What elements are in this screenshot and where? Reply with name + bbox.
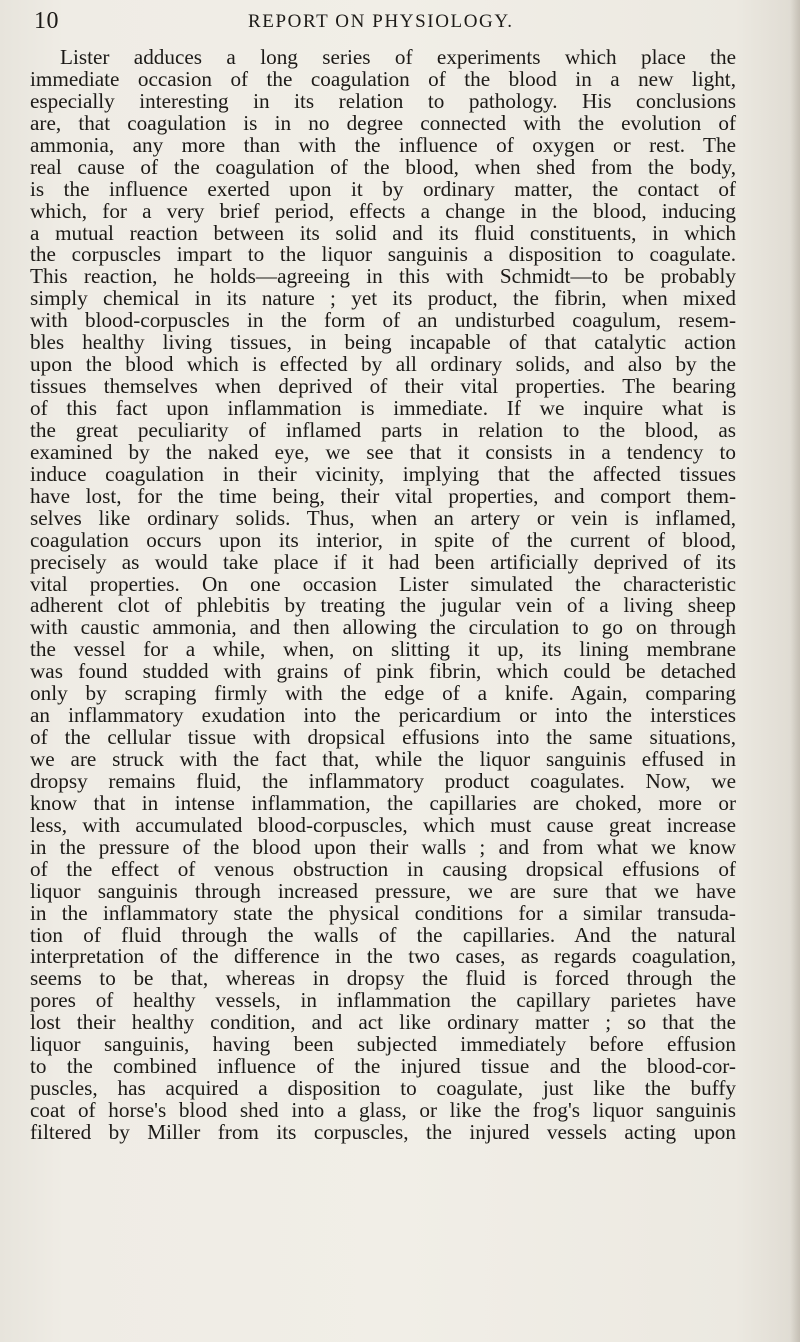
text-line: puscles, has acquired a disposition to coagulate, just like the buffy — [30, 1076, 736, 1101]
text-line: immediate occasion of the coagulation of the blood in a new light, — [30, 66, 736, 91]
text-line: induce coagulation in their vicinity, implying that the affected tissues — [30, 461, 736, 486]
text-line: seems to be that, whereas in dropsy the fluid is forced through the — [30, 966, 736, 991]
text-line: bles healthy living tissues, in being incapable of that catalytic action — [30, 330, 736, 355]
text-line: less, with accumulated blood-corpuscles, which must cause great increase — [30, 812, 736, 837]
text-line: dropsy remains fluid, the inflammatory product coagulates. Now, we — [30, 768, 736, 793]
text-line: the great peculiarity of inflamed parts in relation to the blood, as — [30, 417, 736, 442]
text-line: selves like ordinary solids. Thus, when an artery or vein is inflamed, — [30, 505, 736, 530]
text-line: the vessel for a while, when, on slitting it up, its lining membrane — [30, 637, 736, 662]
text-line: real cause of the coagulation of the blood, when shed from the body, — [30, 154, 736, 179]
text-line: filtered by Miller from its corpuscles, the injured vessels acting upon — [30, 1119, 736, 1144]
text-line: examined by the naked eye, we see that it consists in a tendency to — [30, 439, 736, 464]
text-line: ammonia, any more than with the influence of oxygen or rest. The — [30, 132, 736, 157]
running-head: REPORT ON PHYSIOLOGY. — [248, 11, 514, 32]
text-line: liquor sanguinis through increased pressure, we are sure that we have — [30, 878, 736, 903]
text-line: with blood-corpuscles in the form of an undisturbed coagulum, resem- — [30, 308, 736, 333]
text-line: interpretation of the difference in the two cases, as regards coagulation, — [30, 944, 736, 969]
text-line: which, for a very brief period, effects a change in the blood, inducing — [30, 198, 736, 223]
text-line: tissues themselves when deprived of their vital properties. The bearing — [30, 374, 736, 399]
page-header — [34, 2, 734, 38]
text-line: adherent clot of phlebitis by treating the jugular vein of a living sheep — [30, 593, 736, 618]
text-line: only by scraping firmly with the edge of a knife. Again, comparing — [30, 681, 736, 706]
text-line: Lister adduces a long series of experiments which place the — [60, 45, 736, 69]
page-number: 10 — [34, 8, 59, 34]
text-line: coat of horse's blood shed into a glass, or like the frog's liquor sanguinis — [30, 1098, 736, 1122]
text-line: we are struck with the fact that, while the liquor sanguinis effused in — [30, 747, 736, 771]
text-line: are, that coagulation is in no degree connected with the evolution of — [30, 110, 736, 135]
text-line: to the combined influence of the injured tissue and the blood-cor- — [30, 1054, 736, 1079]
text-line: of the cellular tissue with dropsical effusions into the same situations, — [30, 725, 736, 750]
text-line: tion of fluid through the walls of the capillaries. And the natural — [30, 922, 736, 947]
text-line: in the inflammatory state the physical conditions for a similar transuda- — [30, 900, 736, 925]
text-line: have lost, for the time being, their vital properties, and comport them- — [30, 483, 736, 508]
text-line: an inflammatory exudation into the pericardium or into the interstices — [30, 703, 736, 728]
text-line: a mutual reaction between its solid and its fluid constituents, in which — [30, 220, 736, 245]
body-paragraph — [30, 47, 736, 1144]
text-line: of this fact upon inflammation is immediate. If we inquire what is — [30, 396, 736, 420]
text-line: pores of healthy vessels, in inflammation the capillary parietes have — [30, 988, 736, 1013]
text-line: of the effect of venous obstruction in causing dropsical effusions of — [30, 856, 736, 881]
text-line: simply chemical in its nature ; yet its product, the fibrin, when mixed — [30, 286, 736, 311]
text-line: precisely as would take place if it had been artificially deprived of its — [30, 549, 736, 574]
text-line: lost their healthy condition, and act like ordinary matter ; so that the — [30, 1010, 736, 1035]
text-line: with caustic ammonia, and then allowing the circulation to go on through — [30, 615, 736, 640]
text-line: the corpuscles impart to the liquor sanguinis a disposition to coagulate. — [30, 242, 736, 267]
text-line: liquor sanguinis, having been subjected immediately before effusion — [30, 1032, 736, 1057]
text-line: This reaction, he holds—agreeing in this with Schmidt—to be probably — [30, 264, 736, 289]
text-line: is the influence exerted upon it by ordinary matter, the contact of — [30, 176, 736, 201]
text-line: coagulation occurs upon its interior, in spite of the current of blood, — [30, 527, 736, 552]
text-line: in the pressure of the blood upon their walls ; and from what we know — [30, 834, 736, 859]
text-line: vital properties. On one occasion Lister simulated the characteristic — [30, 571, 736, 596]
text-line: upon the blood which is effected by all ordinary solids, and also by the — [30, 352, 736, 377]
page-edge-shadow — [790, 0, 800, 1342]
text-line: especially interesting in its relation to pathology. His conclusions — [30, 88, 736, 113]
text-line: was found studded with grains of pink fibrin, which could be detached — [30, 659, 736, 684]
text-line: know that in intense inflammation, the capillaries are choked, more or — [30, 790, 736, 815]
